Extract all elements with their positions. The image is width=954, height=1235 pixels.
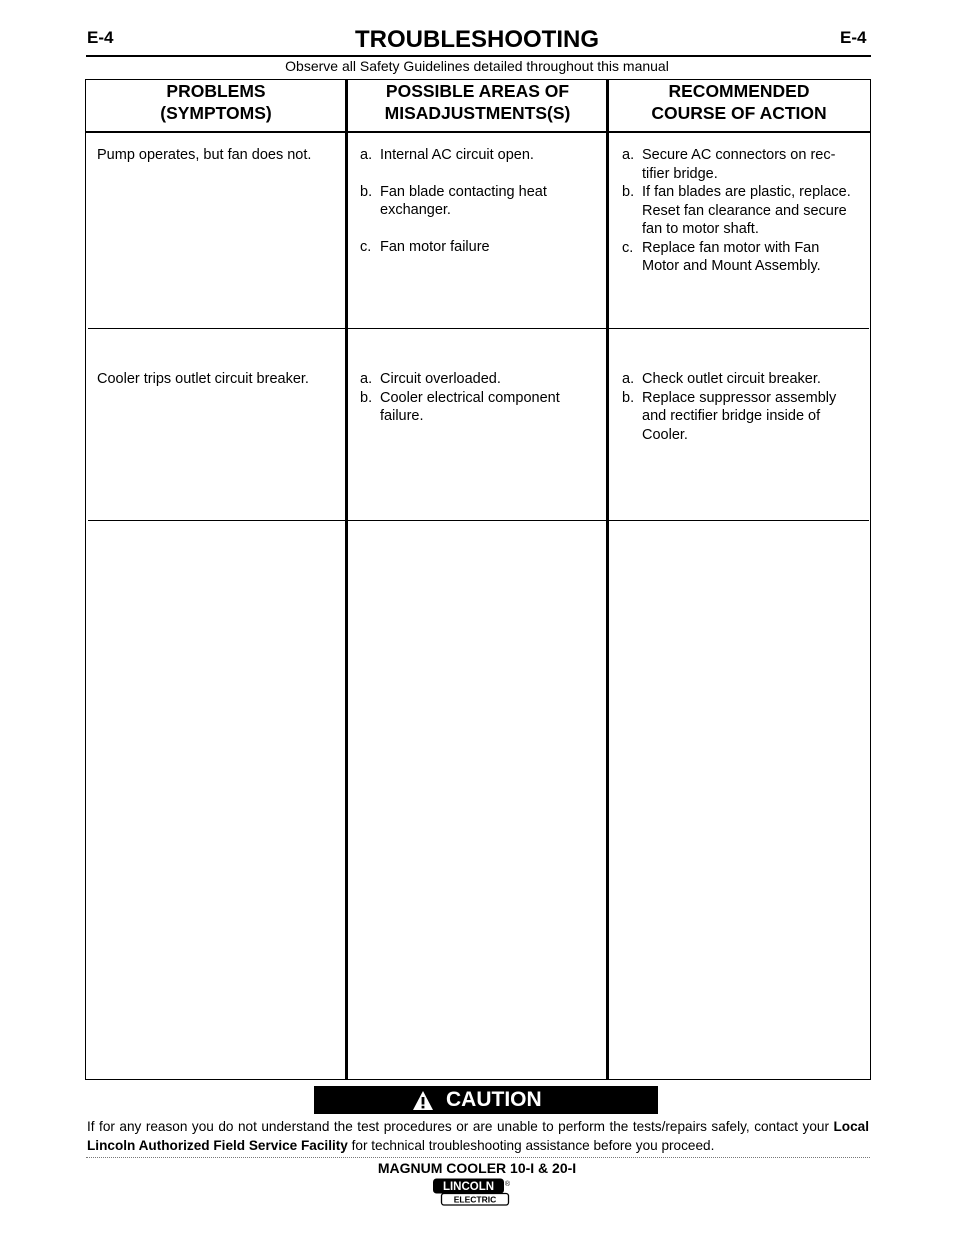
list-text: Check outlet circuit breaker. bbox=[642, 371, 821, 387]
warning-triangle-icon bbox=[412, 1090, 434, 1111]
caution-text bbox=[87, 1118, 869, 1155]
logo-registered-mark: ® bbox=[504, 1181, 511, 1188]
causes-cell bbox=[360, 370, 598, 426]
page-code-left: E-4 bbox=[87, 28, 114, 47]
list-item bbox=[622, 146, 858, 183]
lincoln-electric-logo bbox=[433, 1178, 513, 1208]
list-item bbox=[622, 183, 858, 239]
causes-cell bbox=[360, 146, 598, 256]
caution-text-end: for technical troubleshooting assistance before you proceed. bbox=[351, 1137, 715, 1153]
list-item bbox=[360, 146, 598, 165]
list-marker: c. bbox=[622, 239, 634, 256]
list-text: If fan blades are plastic, replace. Reset fan clearance and secure fan to motor shaft. bbox=[642, 184, 851, 237]
list-item bbox=[622, 389, 858, 445]
caution-text-start: If for any reason you do not understand the test procedures or are unable to perform the tests/repairs safely, contact your bbox=[87, 1119, 829, 1134]
list-text: Replace suppressor assembly and rectifier bridge inside of Cooler. bbox=[642, 389, 837, 443]
list-item bbox=[360, 238, 598, 257]
footer-rule bbox=[86, 1157, 870, 1158]
column-divider bbox=[606, 80, 609, 1079]
list-item bbox=[360, 389, 598, 426]
list-marker: b. bbox=[622, 184, 635, 200]
list-marker: c. bbox=[360, 238, 372, 255]
caution-text-bold: Local Lincoln Authorized Field Service Facility bbox=[87, 1119, 870, 1153]
problem-cell: Pump operates, but fan does not. bbox=[97, 147, 312, 163]
column-header-line: POSSIBLE AREAS OF bbox=[385, 81, 570, 101]
list-item bbox=[360, 370, 598, 389]
list-text: Internal AC circuit open. bbox=[380, 147, 534, 163]
list-text: Fan motor failure bbox=[380, 238, 490, 255]
list-marker: b. bbox=[360, 183, 373, 200]
list-text: Cooler electrical component failure. bbox=[380, 389, 560, 424]
column-header-actions bbox=[610, 80, 868, 124]
column-header-line: RECOMMENDED bbox=[668, 81, 810, 101]
actions-cell bbox=[622, 370, 858, 444]
list-item bbox=[622, 370, 858, 389]
row-divider bbox=[88, 520, 869, 521]
caution-label: CAUTION bbox=[446, 1088, 542, 1111]
list-marker: a. bbox=[360, 371, 373, 387]
footer-model-name: MAGNUM COOLER 10-I & 20-I bbox=[377, 1160, 577, 1176]
list-text: Circuit overloaded. bbox=[380, 371, 501, 387]
list-marker: b. bbox=[622, 389, 635, 406]
actions-cell bbox=[622, 146, 858, 276]
list-text: Replace fan motor with Fan Motor and Mount Assembly. bbox=[642, 239, 821, 274]
list-item bbox=[622, 239, 858, 276]
column-divider bbox=[345, 80, 348, 1079]
logo-line2: ELECTRIC bbox=[453, 1194, 497, 1205]
list-text: Secure AC connectors on rec-tifier bridge. bbox=[642, 147, 836, 182]
page-code-right: E-4 bbox=[840, 28, 867, 47]
list-marker: a. bbox=[360, 147, 373, 163]
row-divider bbox=[88, 328, 869, 329]
list-text: Fan blade contacting heat exchanger. bbox=[380, 183, 547, 218]
header-divider bbox=[86, 131, 870, 133]
list-item bbox=[360, 183, 598, 220]
list-marker: b. bbox=[360, 389, 373, 406]
page-title: TROUBLESHOOTING bbox=[355, 26, 599, 53]
column-header-line: MISADJUSTMENTS(S) bbox=[384, 103, 571, 123]
column-header-problems bbox=[88, 80, 344, 124]
column-header-causes bbox=[349, 80, 606, 124]
problem-cell: Cooler trips outlet circuit breaker. bbox=[97, 371, 309, 387]
logo-line1: LINCOLN bbox=[442, 1181, 495, 1193]
column-header-line: PROBLEMS bbox=[166, 81, 266, 101]
safety-note: Observe all Safety Guidelines detailed throughout this manual bbox=[285, 58, 669, 74]
column-header-line: COURSE OF ACTION bbox=[651, 103, 827, 123]
column-header-line: (SYMPTOMS) bbox=[160, 103, 272, 123]
list-marker: a. bbox=[622, 147, 635, 163]
title-rule bbox=[86, 55, 871, 57]
list-marker: a. bbox=[622, 371, 635, 387]
